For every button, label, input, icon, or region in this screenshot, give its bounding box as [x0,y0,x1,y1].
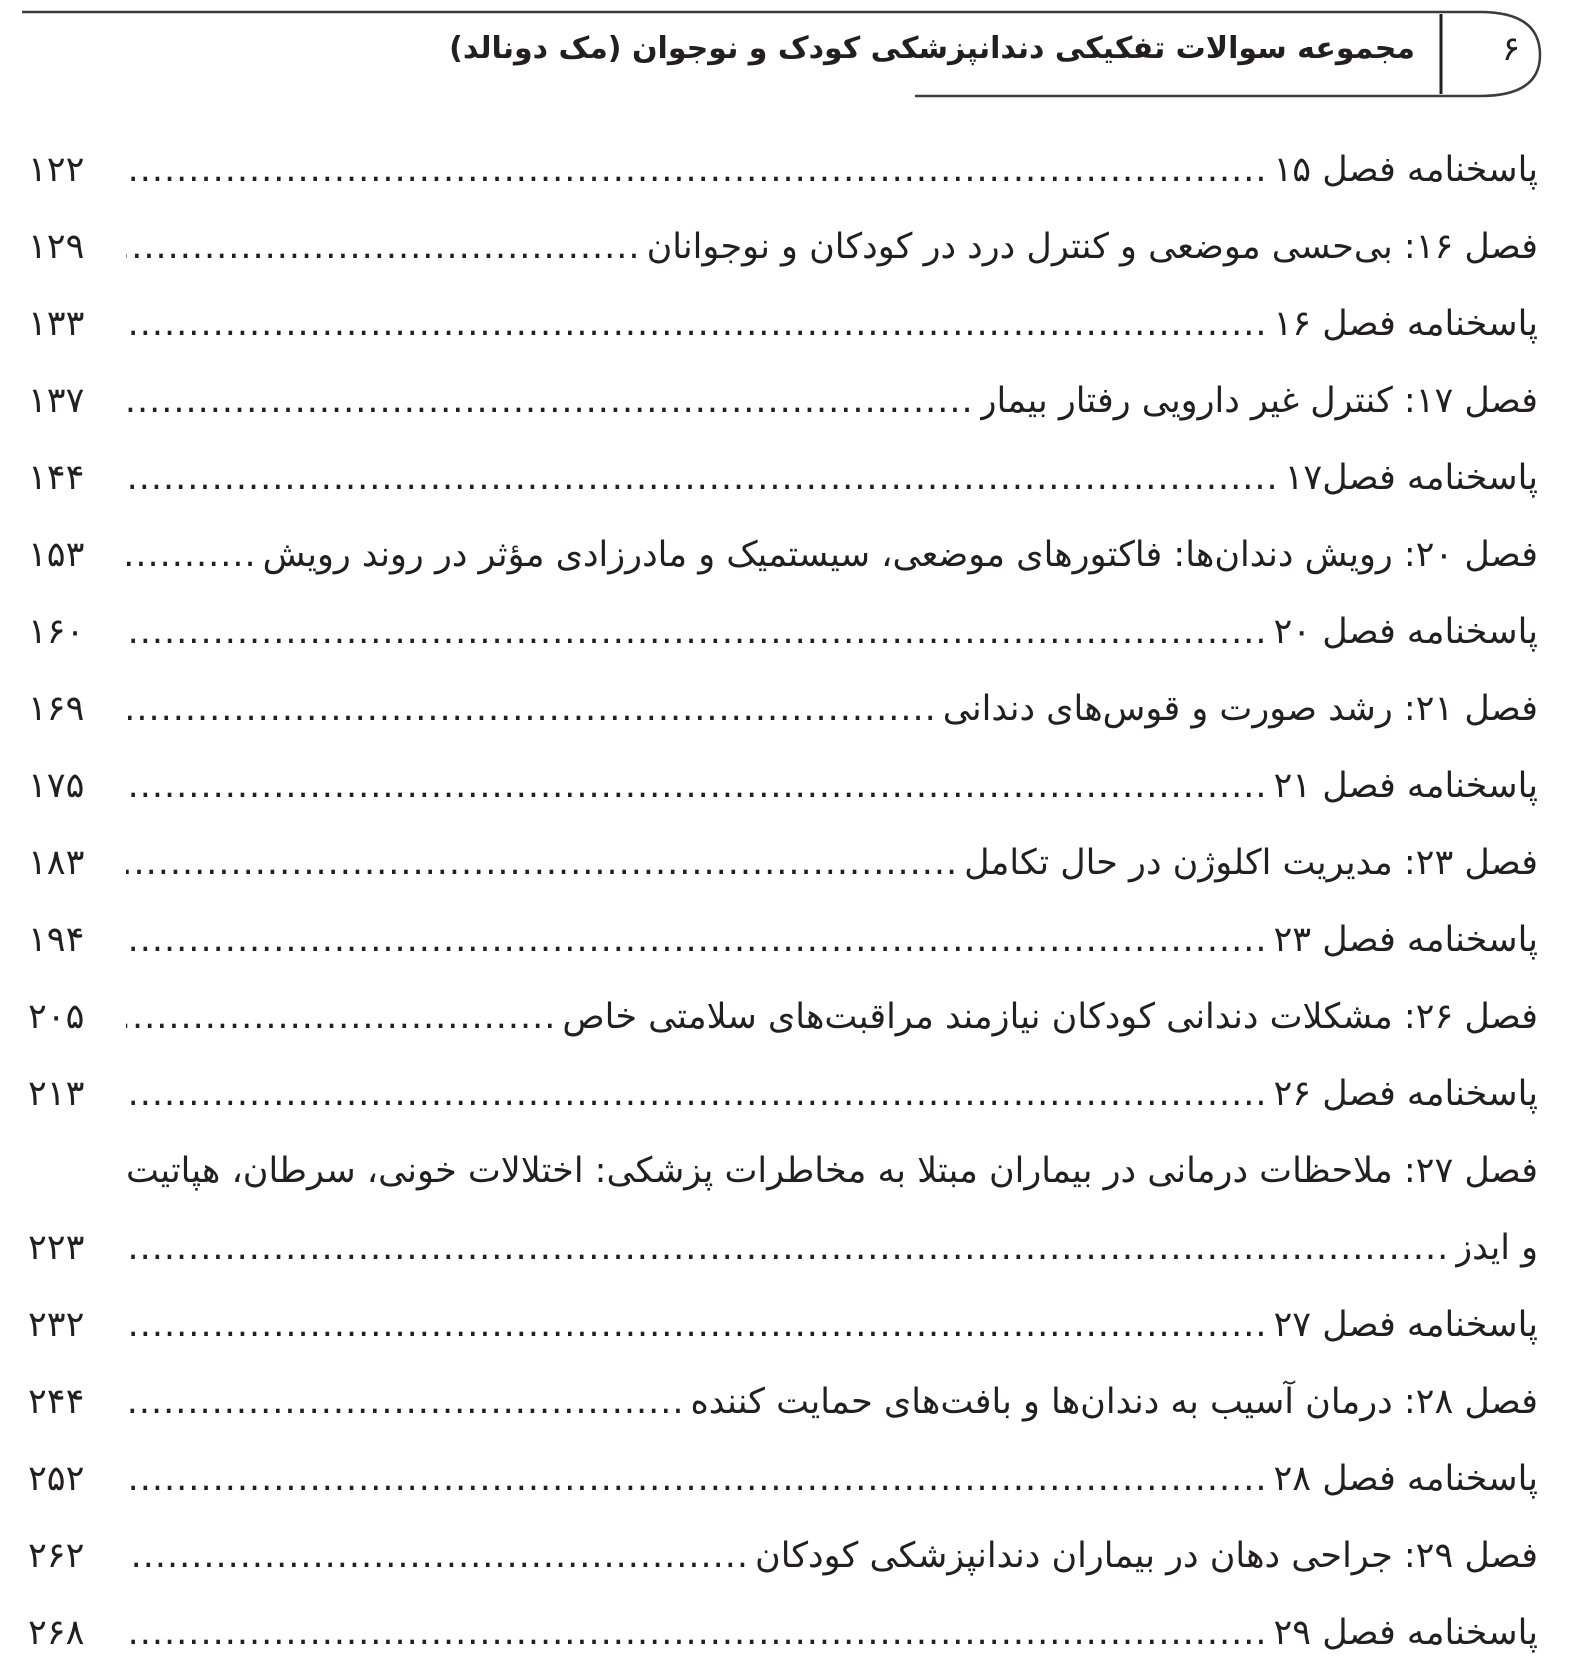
toc-entry-page: ۲۳۲ [28,1305,85,1345]
toc-entry[interactable] [28,517,1538,594]
page-header [0,0,1593,105]
toc-entry-title: پاسخنامه فصل۱۷ [1284,458,1538,498]
toc-entry-title: پاسخنامه فصل ۲۹ [1273,1613,1538,1653]
toc-leader-dots [126,132,1267,209]
toc-entry[interactable] [28,825,1538,902]
toc-entry-page: ۲۶۸ [28,1613,85,1653]
toc-entry-page: ۱۶۹ [28,689,85,729]
toc-leader-dots [126,902,1267,979]
toc-leader-dots [126,1210,1449,1287]
toc-entry-title: پاسخنامه فصل ۲۶ [1273,1074,1538,1114]
toc-entry-page: ۱۸۳ [28,843,85,883]
toc-entry-page: ۱۲۹ [28,227,85,267]
toc-leader-dots [126,209,641,286]
toc-leader-dots [126,1287,1267,1364]
running-title: مجموعه سوالات تفکیکی دندانپزشکی کودک و نوجوان (مک دونالد) [449,31,1415,66]
toc-entry-title: فصل ۲۸: درمان آسیب به دندان‌ها و بافت‌های حمایت کننده [690,1382,1538,1422]
toc-entry[interactable] [28,671,1538,748]
toc-entry[interactable] [28,1210,1538,1287]
toc-entry-page: ۱۲۲ [28,150,85,190]
toc-entry[interactable] [28,209,1538,286]
toc-leader-dots [126,671,937,748]
toc-leader-dots [126,1056,1267,1133]
toc-entry-page: ۱۴۴ [28,458,85,498]
toc-entry-title: فصل ۱۷: کنترل غیر دارویی رفتار بیمار [979,381,1538,421]
toc-entry-title: فصل ۱۶: بی‌حسی موضعی و کنترل درد در کودکان و نوجوانان [646,227,1538,267]
toc-entry-page: ۱۶۰ [28,612,85,652]
toc-entry-title: پاسخنامه فصل ۲۷ [1273,1305,1538,1345]
toc-entry[interactable] [28,1056,1538,1133]
toc-entry[interactable] [28,1595,1538,1672]
toc-leader-dots [126,1518,749,1595]
toc-entry[interactable] [28,979,1538,1056]
toc-entry[interactable] [28,1441,1538,1518]
toc-entry-page: ۲۴۴ [28,1382,85,1422]
toc-entry-title: پاسخنامه فصل ۲۳ [1273,920,1538,960]
toc-entry[interactable] [28,594,1538,671]
toc-entry-page: ۲۰۵ [28,997,85,1037]
toc-entry-title: فصل ۲۱: رشد صورت و قوس‌های دندانی [942,689,1538,729]
toc-entry-title: فصل ۲۰: رویش دندان‌ها: فاکتورهای موضعی، سیستمیک و مادرزادی مؤثر در روند رویش [262,535,1538,575]
toc-entry[interactable] [28,132,1538,209]
toc-leader-dots [126,1441,1267,1518]
toc-leader-dots [126,825,958,902]
toc-entry-title: پاسخنامه فصل ۲۰ [1273,612,1538,652]
toc-entry[interactable] [28,748,1538,825]
toc-entry-page: ۲۱۳ [28,1074,85,1114]
toc-entry-title: فصل ۲۹: جراحی دهان در بیماران دندانپزشکی کودکان [754,1536,1538,1576]
toc-leader-dots [126,286,1267,363]
toc-leader-dots [126,748,1267,825]
toc-entry-title: فصل ۲۶: مشکلات دندانی کودکان نیازمند مراقبت‌های سلامتی خاص [562,997,1538,1037]
toc-entry-page: ۲۶۲ [28,1536,85,1576]
toc-entry-title: پاسخنامه فصل ۲۱ [1273,766,1538,806]
toc-entry[interactable] [28,363,1538,440]
toc-entry-title: فصل ۲۳: مدیریت اکلوژن در حال تکامل [964,843,1538,883]
toc-leader-dots [126,363,974,440]
toc-leader-dots [126,1364,684,1441]
toc-entry-page: ۱۹۴ [28,920,85,960]
toc-entry-title: و ایدز [1455,1228,1538,1268]
toc-entry-title: پاسخنامه فصل ۱۵ [1273,150,1538,190]
toc-entry-title: پاسخنامه فصل ۱۶ [1273,304,1538,344]
toc-entry[interactable] [28,1364,1538,1441]
toc-entry[interactable] [28,1518,1538,1595]
toc-entry-page: ۲۲۳ [28,1228,85,1268]
toc-entry-page: ۱۳۳ [28,304,85,344]
toc-entry[interactable] [28,902,1538,979]
toc-leader-dots [126,1595,1267,1672]
toc-entry-title: پاسخنامه فصل ۲۸ [1273,1459,1538,1499]
toc-leader-dots [126,594,1267,671]
toc-leader-dots [126,979,556,1056]
toc-entry[interactable] [28,440,1538,517]
toc-entry[interactable] [28,1287,1538,1364]
table-of-contents [28,132,1538,1672]
page-number: ۶ [1501,29,1521,69]
toc-entry-page: ۲۵۲ [28,1459,85,1499]
toc-entry[interactable] [28,1133,1538,1210]
toc-entry-title: فصل ۲۷: ملاحظات درمانی در بیماران مبتلا به مخاطرات پزشکی: اختلالات خونی، سرطان، هپاتیت [126,1151,1538,1191]
toc-leader-dots [126,517,257,594]
toc-entry-page: ۱۵۳ [28,535,85,575]
toc-entry-page: ۱۷۵ [28,766,85,806]
toc-leader-dots [126,440,1279,517]
toc-entry[interactable] [28,286,1538,363]
toc-entry-page: ۱۳۷ [28,381,85,421]
